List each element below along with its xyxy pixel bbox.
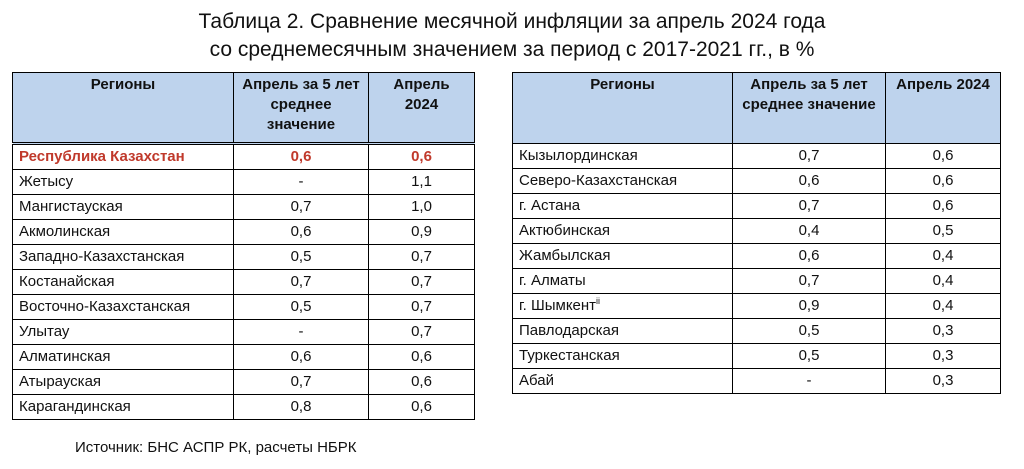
- table-row: [13, 320, 475, 345]
- apr2024-value: 0,4: [886, 294, 1001, 319]
- avg5-value: 0,7: [733, 144, 886, 169]
- table-row: [13, 345, 475, 370]
- header-apr2024: Апрель 2024: [886, 73, 1001, 144]
- region-name: Жамбылская: [513, 244, 733, 269]
- title-line-2: со среднемесячным значением за период с 2017-2021 гг., в %: [209, 38, 815, 61]
- avg5-value: 0,5: [234, 295, 369, 320]
- avg5-value: 0,7: [733, 269, 886, 294]
- header-regions: Регионы: [513, 73, 733, 144]
- region-name: Восточно-Казахстанская: [13, 295, 234, 320]
- region-name: Северо-Казахстанская: [513, 169, 733, 194]
- apr2024-value: 0,3: [886, 369, 1001, 394]
- region-name: Алматинская: [13, 345, 234, 370]
- region-name: Атырауская: [13, 370, 234, 395]
- apr2024-value: 0,7: [369, 295, 475, 320]
- source-note: Источник: БНС АСПР РК, расчеты НБРК: [75, 439, 357, 456]
- apr2024-value: 0,6: [886, 144, 1001, 169]
- avg5-value: -: [234, 170, 369, 195]
- avg5-value: 0,7: [234, 270, 369, 295]
- table-row: [513, 269, 1001, 294]
- avg5-value: 0,5: [234, 245, 369, 270]
- apr2024-value: 0,7: [369, 245, 475, 270]
- left-header-row: [13, 73, 475, 144]
- apr2024-value: 0,6: [369, 144, 475, 170]
- table-row: [13, 370, 475, 395]
- table-row: [13, 170, 475, 195]
- region-name: г. Астана: [513, 194, 733, 219]
- region-name: Республика Казахстан: [13, 144, 234, 170]
- avg5-value: 0,4: [733, 219, 886, 244]
- right-header-row: [513, 73, 1001, 144]
- table-row: [513, 194, 1001, 219]
- table-row: [513, 219, 1001, 244]
- apr2024-value: 0,4: [886, 244, 1001, 269]
- table-row: [513, 169, 1001, 194]
- table-row: [13, 245, 475, 270]
- region-name: Павлодарская: [513, 319, 733, 344]
- apr2024-value: 0,9: [369, 220, 475, 245]
- avg5-value: 0,6: [234, 345, 369, 370]
- region-name: Карагандинская: [13, 395, 234, 420]
- table-row: [13, 270, 475, 295]
- avg5-value: 0,7: [234, 370, 369, 395]
- avg5-value: 0,8: [234, 395, 369, 420]
- apr2024-value: 0,3: [886, 319, 1001, 344]
- apr2024-value: 0,3: [886, 344, 1001, 369]
- avg5-value: -: [234, 320, 369, 345]
- apr2024-value: 0,6: [369, 370, 475, 395]
- region-name: Костанайская: [13, 270, 234, 295]
- avg5-value: 0,6: [234, 220, 369, 245]
- avg5-value: -: [733, 369, 886, 394]
- region-name: Туркестанская: [513, 344, 733, 369]
- apr2024-value: 0,6: [886, 169, 1001, 194]
- region-name: г. Алматы: [513, 269, 733, 294]
- footnote-marker: ii: [596, 296, 601, 306]
- apr2024-value: 0,7: [369, 320, 475, 345]
- region-name: Западно-Казахстанская: [13, 245, 234, 270]
- table-row: [13, 295, 475, 320]
- avg5-value: 0,5: [733, 319, 886, 344]
- apr2024-value: 0,6: [369, 345, 475, 370]
- table-row: [513, 319, 1001, 344]
- avg5-value: 0,6: [733, 244, 886, 269]
- region-name: Жетысу: [13, 170, 234, 195]
- right-table: [512, 72, 1001, 394]
- table-row: [513, 344, 1001, 369]
- region-name: Мангистауская: [13, 195, 234, 220]
- region-name: Улытау: [13, 320, 234, 345]
- avg5-value: 0,7: [234, 195, 369, 220]
- avg5-value: 0,6: [234, 144, 369, 170]
- header-apr2024: Апрель 2024: [369, 73, 475, 144]
- apr2024-value: 0,6: [886, 194, 1001, 219]
- region-name: Акмолинская: [13, 220, 234, 245]
- header-avg5: Апрель за 5 лет среднее значение: [733, 73, 886, 144]
- avg5-value: 0,5: [733, 344, 886, 369]
- header-avg5: Апрель за 5 лет среднее значение: [234, 73, 369, 144]
- title-line-1: Таблица 2. Сравнение месячной инфляции за апрель 2024 года: [198, 10, 826, 33]
- avg5-value: 0,7: [733, 194, 886, 219]
- apr2024-value: 1,0: [369, 195, 475, 220]
- header-regions: Регионы: [13, 73, 234, 144]
- region-name: Абай: [513, 369, 733, 394]
- avg5-value: 0,6: [733, 169, 886, 194]
- table-row: [13, 220, 475, 245]
- region-name: Кызылординская: [513, 144, 733, 169]
- region-name: Актюбинская: [513, 219, 733, 244]
- table-row: [513, 144, 1001, 169]
- table-row: [13, 144, 475, 170]
- apr2024-value: 0,4: [886, 269, 1001, 294]
- apr2024-value: 1,1: [369, 170, 475, 195]
- table-row: [513, 244, 1001, 269]
- apr2024-value: 0,6: [369, 395, 475, 420]
- apr2024-value: 0,7: [369, 270, 475, 295]
- apr2024-value: 0,5: [886, 219, 1001, 244]
- table-row: [513, 294, 1001, 319]
- region-name: г. Шымкент$^{ii}$: [513, 294, 733, 319]
- table-row: [13, 395, 475, 420]
- table-title: [0, 8, 1024, 64]
- avg5-value: 0,9: [733, 294, 886, 319]
- table-row: [13, 195, 475, 220]
- left-table: [12, 72, 475, 420]
- table-row: [513, 369, 1001, 394]
